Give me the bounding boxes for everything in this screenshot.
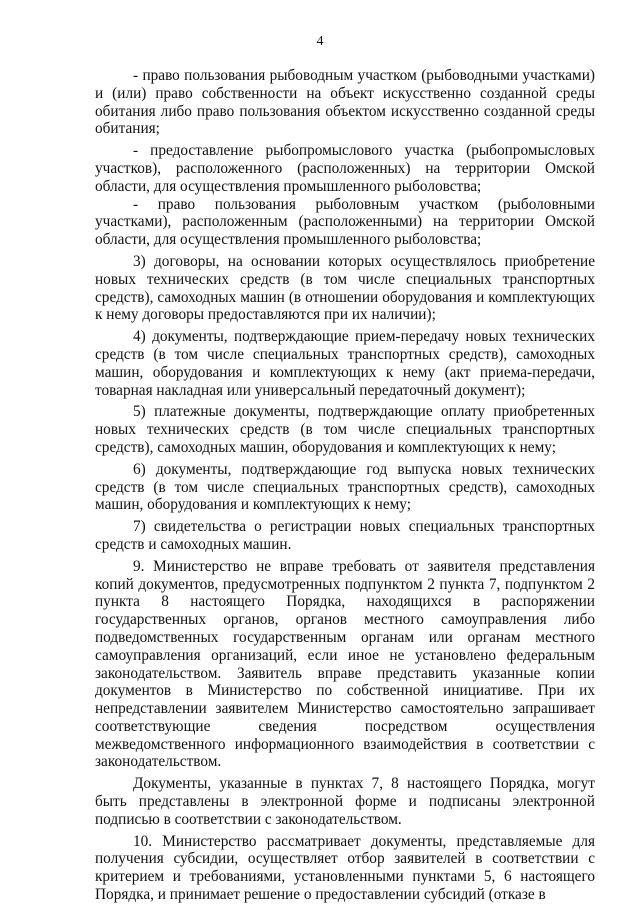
paragraph-fishing-area-right: - право пользования рыболовным участком (рыболовными участками), расположенным (расположенными) на территории Омской области, для осуществления промышленного рыболовства;: [95, 195, 595, 249]
paragraph-item-6-year-docs: 6) документы, подтверждающие год выпуска новых технических средств (в том числе специальных транспортных средств), самоходных машин, оборудования и комплектующих к нему;: [95, 460, 595, 514]
paragraph-item-5-payment-docs: 5) платежные документы, подтверждающие оплату приобретенных новых технических средств (в том числе специальных транспортных средств), самоходных машин, оборудования и комплектующих к нему;: [95, 403, 595, 456]
paragraph-electronic-documents: Документы, указанные в пунктах 7, 8 настоящего Порядка, могут быть представлены в электронной форме и подписаны электронной подписью в соответствии с законодательством.: [95, 775, 595, 828]
paragraph-fishing-site-provision: - предоставление рыбопромыслового участка (рыбопромысловых участков), расположенного (расположенных) на территории Омской области, для осуществления промышленного рыболовства;: [95, 142, 595, 195]
paragraph-section-9: 9. Министерство не вправе требовать от заявителя представления копий документов, предусмотренных подпунктом 2 пункта 7, подпунктом 2 пункта 8 настоящего Порядка, находящихся в распоряжении государственных органов, органов местного самоуправления либо подведомственных государственным органам или органам местного самоуправления организаций, если иное не установлено федеральным законодательством. Заявитель вправе представить указанные копии документов в Министерство по собственной инициативе. При их непредставлении заявителем Министерство самостоятельно запрашивает соответствующие сведения посредством осуществления межведомственного информационного взаимодействия в соответствии с законодательством.: [95, 557, 595, 771]
paragraph-item-4-transfer-docs: 4) документы, подтверждающие прием-передачу новых технических средств (в том числе специальных транспортных средств), самоходных машин, оборудования и комплектующих к нему (акт приема-передачи, товарная накладная или универсальный передаточный документ);: [95, 328, 595, 399]
document-body: [95, 67, 595, 908]
page-number: 4: [316, 34, 324, 49]
paragraph-item-3-contracts: 3) договоры, на основании которых осуществлялось приобретение новых технических средств (в том числе специальных транспортных средств), самоходных машин (в отношении оборудования и комплектующих к нему договоры предоставляются при их наличии);: [95, 252, 595, 324]
paragraph-item-7-registration: 7) свидетельства о регистрации новых специальных транспортных средств и самоходных машин.: [95, 518, 595, 553]
paragraph-section-10: 10. Министерство рассматривает документы, представляемые для получения субсидии, осуществляет отбор заявителей в соответствии с критерием и требованиями, установленными пунктами 5, 6 настоящего Порядка, и принимает решение о предоставлении субсидий (отказе в: [95, 832, 595, 904]
paragraph-fish-farming-right: - право пользования рыбоводным участком (рыбоводными участками) и (или) право собственности на объект искусственно созданной среды обитания либо право пользования объектом искусственно созданной среды обитания;: [95, 67, 595, 138]
